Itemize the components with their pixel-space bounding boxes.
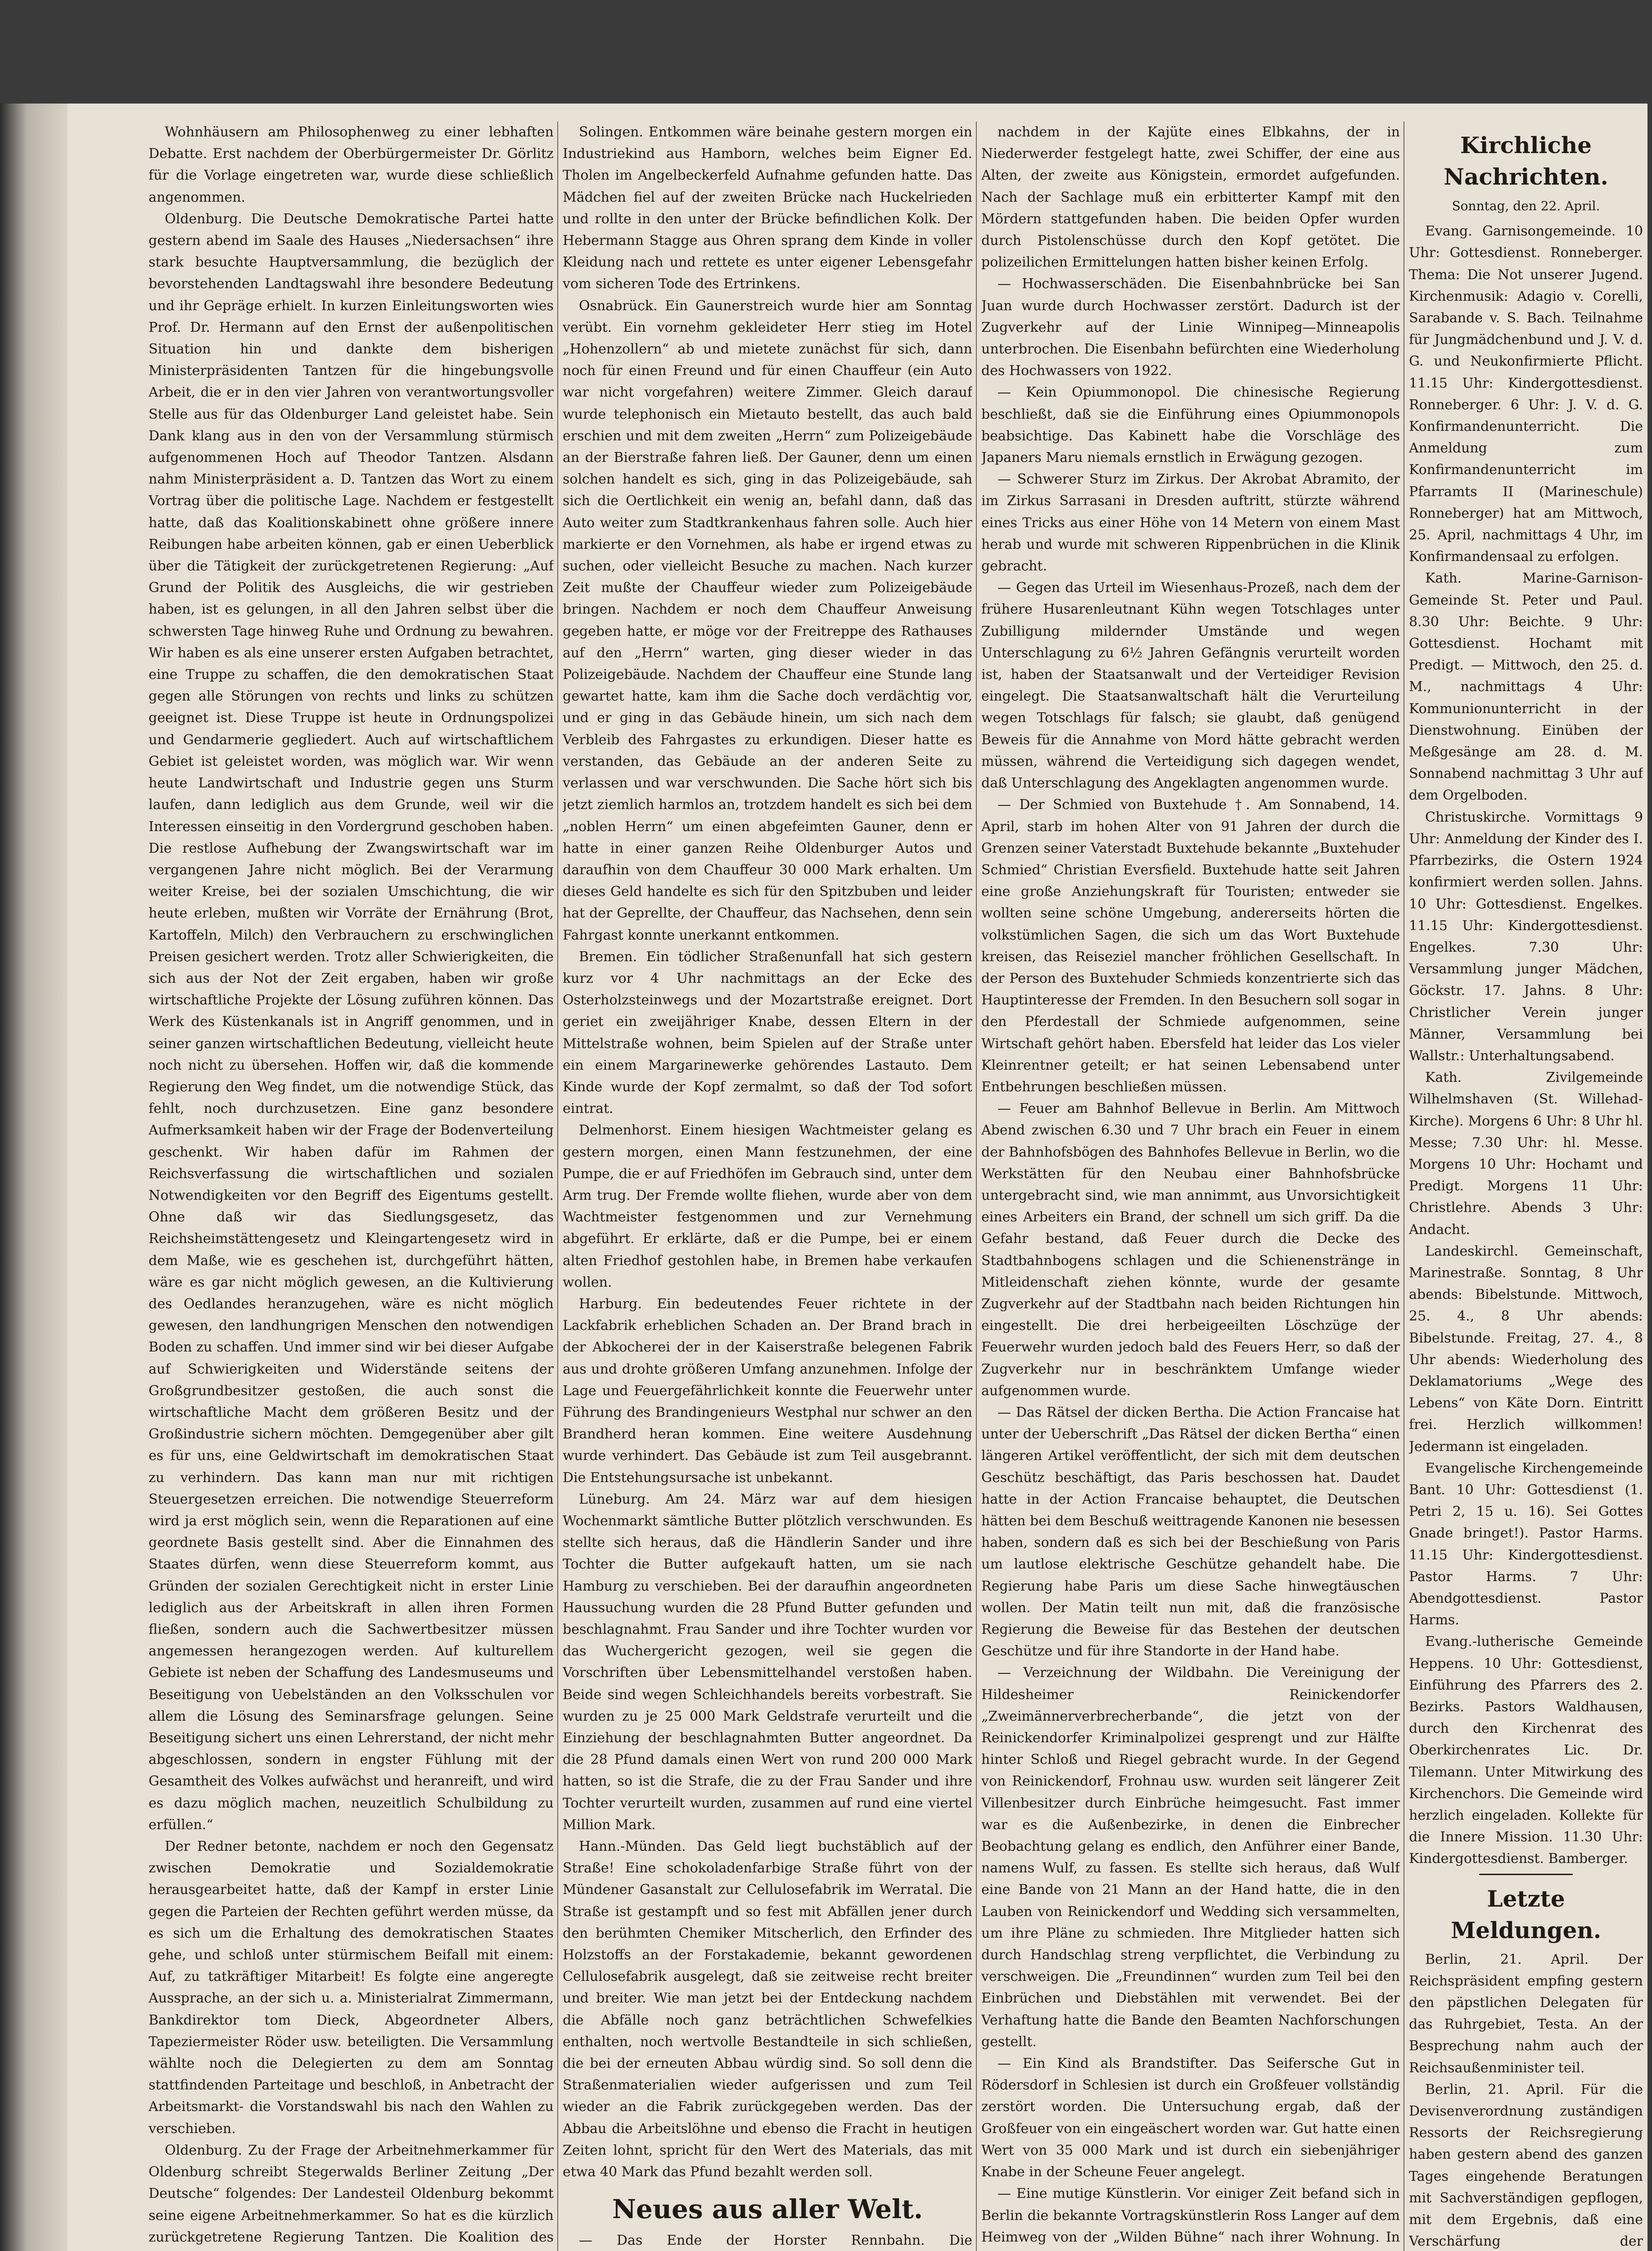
article: Wohnhäusern am Philosophenweg zu einer lebhaften Debatte. Erst nachdem der Oberbürgermeister Dr. Görlitz für die Vorlage eingetreten war, wurde diese schließlich angenommen.	[149, 124, 554, 205]
article: — Verzeichnung der Wildbahn. Die Vereinigung der Hildesheimer Reinickendorfer „Zweimännerverbrecherbande“, die jetzt von der Reinickendorfer Kriminalpolizei gesprengt und zur Hälfte hinter Schloß und Riegel gebracht wurde. In der Gegend von Reinickendorf, Frohnau usw. wurden seit längerer Zeit Villenbesitzer durch Einbrüche heimgesucht. Fast immer war es die Außenbezirke, in denen die Einbrecher Beobachtung gelang es endlich, den Anführer einer Bande, namens Wulf, zu fassen. Es stellte sich heraus, daß Wulf eine Bande von 21 Mann an der Hand hatte, die in den Lauben von Reinickendorf und Wedding sich versammelten, um ihre Pläne zu schmieden. Ihre Mitglieder hatten sich durch Handschlag streng verpflichtet, die Verbindung zu verschweigen. Die „Freundinnen“ wurden zum Teil bei den Einbrüchen und Diebstählen mit verwendet. Bei der Verhaftung hatte die Bande den Beamten Nachforschungen gestellt.	[981, 1665, 1400, 2050]
column-3	[981, 122, 1400, 2251]
date-line: Sonntag, den 22. April.	[1452, 199, 1600, 213]
article: — Das Rätsel der dicken Bertha. Die Action Francaise hat unter der Ueberschrift „Das Rätsel der dicken Bertha“ einen längeren Artikel veröffentlicht, der sich mit dem deutschen Geschütz beschäftigt, das Paris beschossen hat. Daudet hatte in der Action Francaise behauptet, die Deutschen hätten bei dem Beschuß weittragende Kanonen nie besessen haben, sondern daß es sich bei der Beschießung von Paris um lautlose elektrische Geschütze gehandelt habe. Die Regierung habe Paris um diese Sache hinwegtäuschen wollen. Der Matin teilt nun mit, daß die französische Regierung die Beweise für das Bestehen der deutschen Geschütze und für ihre Standorte in der Hand habe.	[981, 1404, 1400, 1659]
article: Hann.-Münden. Das Geld liegt buchstäblich auf der Straße! Eine schokoladenfarbige Straße führt von der Mündener Gasanstalt zur Cellulosefabrik im Werratal. Die Straße ist gestampft und so fest mit Abfällen jener durch den berühmten Chemiker Mitscherlich, den Erfinder des Holzstoffs an der Forstakademie, bekannt gewordenen Cellulosefabrik ausgelegt, daß sie zeitweise recht breiter und breiter. Wie man jetzt bei der Entdeckung nachdem die Abfälle noch ganz beträchtlichen Schwefelkies enthalten, noch wertvolle Bestandteile in sich schließen, die bei der erneuten Abbau würdig sind. So soll denn die Straßenmaterialien wieder aufgerissen und zum Teil wieder an die Fabrik zurückgegeben werden. Das der Abbau die Arbeitslöhne und ebenso die Fracht in heutigen Zeiten lohnt, spricht für den Wert des Materials, das mit etwa 40 Mark das Pfund bezahlt werden soll.	[563, 1839, 972, 2180]
church-notice: Christuskirche. Vormittags 9 Uhr: Anmeldung der Kinder des I. Pfarrbezirks, die Ostern 1924 konfirmiert werden sollen. Jahns. 10 Uhr: Gottesdienst. Engelkes. 11.15 Uhr: Kindergottesdienst. Engelkes. 7.30 Uhr: Versammlung junger Mädchen, Göckstr. 17. Jahns. 8 Uhr: Christlicher Verein junger Männer, Versammlung bei Wallstr.: Unterhaltungsabend.	[1409, 809, 1643, 1064]
news-item: Berlin, 21. April. Der Reichspräsident empfing gestern den päpstlichen Delegaten für das Ruhrgebiet, Testa. An der Besprechung nahm auch der Reichsaußenminister teil.	[1409, 1951, 1643, 2076]
article: Oldenburg. Die Deutsche Demokratische Partei hatte gestern abend im Saale des Hauses „Niedersachsen“ ihre stark besuchte Hauptversammlung, die bezüglich der bevorstehenden Landtagswahl ihre besondere Bedeutung und ihr Gepräge erhielt. In kurzen Einleitungsworten wies Prof. Dr. Hermann auf den Ernst der außenpolitischen Situation hin und dankte dem bisherigen Ministerpräsidenten Tantzen für die hingebungsvolle Arbeit, die er in den vier Jahren von verantwortungsvoller Stelle aus für das Oldenburger Land geleistet habe. Sein Dank klang aus in den von der Versammlung stürmisch aufgenommenen Hoch auf Theodor Tantzen. Alsdann nahm Ministerpräsident a. D. Tantzen das Wort zu einem Vortrag über die politische Lage. Nachdem er festgestellt hatte, daß das Koalitionskabinett ohne größere innere Reibungen habe arbeiten können, gab er einen Ueberblick über die Tätigkeit der zurückgetretenen Regierung: „Auf Grund der Politik des Ausgleichs, die wir gestrieben haben, ist es gelungen, in all den Jahren selbst über die schwersten Tage hinweg Ruhe und Ordnung zu bewahren. Wir haben es als eine unserer ersten Aufgaben betrachtet, eine Truppe zu schaffen, die den demokratischen Staat gegen alle Störungen von rechts und links zu schützen geeignet ist. Diese Truppe ist heute in Ordnungspolizei und Gendarmerie gegliedert. Auch auf wirtschaftlichem Gebiet ist geleistet worden, was möglich war. Wir wenn heute Landwirtschaft und Industrie gegen uns Sturm laufen, dann lediglich aus dem Grunde, weil wir die Interessen einseitig in den Vordergrund geschoben haben. Die restlose Aufhebung der Zwangswirtschaft war im vergangenen Jahre nicht möglich. Bei der Verarmung weiter Kreise, bei der sozialen Umschichtung, die wir heute erleben, mußten wir Vorräte der Ernährung (Brot, Kartoffeln, Milch) den Verbrauchern zu erschwinglichen Preisen gesichert werden. Trotz aller Schwierigkeiten, die sich aus der Not der Zeit ergaben, haben wir große wirtschaftliche Projekte der Lösung zuführen können. Das Werk des Küstenkanals ist in Angriff genommen, und in seiner ganzen wirtschaftlichen Bedeutung, vielleicht heute noch nicht zu übersehen. Hoffen wir, daß die kommende Regierung den Weg findet, um die notwendige Stück, das fehlt, noch durchzusetzen. Eine ganz besondere Aufmerksamkeit haben wir der Frage der Bodenverteilung geschenkt. Wir haben dafür im Rahmen der Reichsverfassung die wirtschaftlichen und sozialen Notwendigkeiten vor den Begriff des Eigentums gestellt. Ohne daß wir das Siedlungsgesetz, das Reichsheimstättengesetz und Kleingartengesetz wird in dem Maße, wie es geschehen ist, durchgeführt hätten, wäre es gar nicht möglich gewesen, an die Kultivierung des Oedlandes heranzugehen, wäre es nicht möglich gewesen, den landhungrigen Menschen den notwendigen Boden zu schaffen. Und immer sind wir bei dieser Aufgabe auf Schwierigkeiten und Widerstände seitens der Großgrundbesitzer gestoßen, die auch sonst die wirtschaftliche Macht dem größeren Besitz und der Großindustrie sichern möchten. Demgegenüber aber gilt es für uns, eine Geldwirtschaft im demokratischen Staat zu verhindern. Das kann man nur mit richtigen Steuergesetzen erreichen. Die notwendige Steuerreform wird ja erst möglich sein, wenn die Reparationen auf eine geordnete Basis gestellt sind. Aber die Einnahmen des Staates dürfen, wenn diese Steuerreform kommt, aus Gründen der sozialen Gerechtigkeit nicht in erster Linie lediglich aus der Arbeitskraft in allen ihren Formen fließen, sondern auch die Sachwertbesitzer müssen angemessen herangezogen werden. Auf kulturellem Gebiete ist neben der Schaffung des Landesmuseums und Beseitigung von Uebelständen an den Volksschulen vor allem die Lösung des Seminarsfrage gelungen. Seine Beseitigung sichert uns einen Lehrerstand, der nicht mehr abgeschlossen, sondern in engster Fühlung mit der Gesamtheit des Volkes aufwächst und heranreift, und wird es dazu möglich machen, neuzeitlich Schulbildung zu erfüllen.“	[149, 211, 554, 1833]
church-notice: Evangelische Kirchengemeinde Bant. 10 Uhr: Gottesdienst (1. Petri 2, 15 u. 16). Sei Gottes Gnade bringet!). Pastor Harms. 11.15 Uhr: Kindergottesdienst. Pastor Harms. 7 Uhr: Abendgottesdienst. Pastor Harms.	[1409, 1460, 1643, 1628]
page-edge	[0, 104, 68, 2251]
article: Lüneburg. Am 24. März war auf dem hiesigen Wochenmarkt sämtliche Butter plötzlich verschwunden. Es stellte sich heraus, daß die Händlerin Sander und ihre Tochter die Butter aufgekauft hatten, um sie nach Hamburg zu verschieben. Bei der daraufhin angeordneten Haussuchung wurden die 28 Pfund Butter gefunden und beschlagnahmt. Frau Sander und ihre Tochter wurden vor das Wuchergericht gezogen, weil sie gegen die Vorschriften über Lebensmittelhandel verstoßen haben. Beide sind wegen Schleichhandels bereits vorbestraft. Sie wurden zu je 25 000 Mark Geldstrafe verurteilt und die Einziehung der beschlagnahmten Butter angeordnet. Da die 28 Pfund damals einen Wert von rund 200 000 Mark hatten, so ist die Strafe, die zu der Frau Sander und ihre Tochter verurteilt wurden, zusammen auf rund eine viertel Million Mark.	[563, 1491, 972, 1833]
article: — Schwerer Sturz im Zirkus. Der Akrobat Abramito, der im Zirkus Sarrasani in Dresden auftritt, stürzte während eines Tricks aus einer Höhe von 14 Metern von einem Mast herab und wurde mit schweren Rippenbrüchen in die Klinik gebracht.	[981, 471, 1400, 574]
section-header: Letzte Meldungen.	[1450, 1885, 1602, 1944]
column-rule	[557, 122, 558, 2251]
article: nachdem in der Kajüte eines Elbkahns, der in Niederwerder festgelegt hatte, zwei Schiffer, der eine aus Alten, der zweite aus Königstein, ermordet aufgefunden. Nach der Sachlage muß ein erbitterter Kampf mit den Mördern stattgefunden haben. Die beiden Opfer wurden durch Pistolenschüsse durch den Kopf getötet. Die polizeilichen Ermittelungen hatten bisher keinen Erfolg.	[981, 124, 1400, 271]
article: — Ein Kind als Brandstifter. Das Seifersche Gut in Rödersdorf in Schlesien ist durch ein Großfeuer vollständig zerstört worden. Die Untersuchung ergab, daß der Großfeuer von ein eingeäschert worden war. Gut hatte einen Wert von 35 000 Mark und ist durch ein siebenjähriger Knabe in der Scheune Feuer angelegt.	[981, 2056, 1400, 2180]
church-notice: Evang.-lutherische Gemeinde Heppens. 10 Uhr: Gottesdienst, Einführung des Pfarrers des 2. Bezirks. Pastors Waldhausen, durch den Kirchenrat des Oberkirchenrates Lic. Dr. Tilemann. Unter Mitwirkung des Kirchenchors. Die Gemeinde wird herzlich eingeladen. Kollekte für die Innere Mission. 11.30 Uhr: Kindergottesdienst. Bamberger.	[1409, 1634, 1643, 1867]
church-notice: Kath. Marine-Garnison-Gemeinde St. Peter und Paul. 8.30 Uhr: Beichte. 9 Uhr: Gottesdienst. Hochamt mit Predigt. — Mittwoch, den 25. d. M., nachmittags 4 Uhr: Kommunionunterricht in der Dienstwohnung. Einüben der Meßgesänge am 28. d. M. Sonnabend nachmittag 3 Uhr auf dem Orgelboden.	[1409, 570, 1643, 804]
newspaper-page	[68, 104, 1647, 2251]
column-rule	[976, 122, 977, 2251]
news-item: Berlin, 21. April. Für die Devisenverordnung zuständigen Ressorts der Reichsregierung haben gestern abend des ganzen Tages eingehende Beratungen mit Sachverständigen gepflogen, mit dem Ergebnis, daß eine Verschärfung der	[1409, 2081, 1643, 2250]
article: — Das Ende der Horster Rennbahn. Die	[579, 2233, 972, 2249]
article: Der Redner betonte, nachdem er noch den Gegensatz zwischen Demokratie und Sozialdemokratie herausgearbeitet hatte, daß der Kampf in erster Linie gegen die Parteien der Rechten geführt werden müsse, da es sich um die Erhaltung des demokratischen Staates gehe, und schloß unter stürmischem Beifall mit einem: Auf, zu tatkräftiger Mitarbeit! Es folgte eine angeregte Aussprache, an der sich u. a. Ministerialrat Zimmermann, Bankdirektor tom Dieck, Abgeordneter Albers, Tapeziermeister Röder usw. beteiligten. Die Versammlung wählte noch die Delegierten zu dem am Sonntag stattfindenden Parteitage und beschloß, in Anbetracht der Arbeitsmarkt- die Vorstandswahl bis nach den Wahlen zu verschieben.	[149, 1839, 554, 2137]
article: Oldenburg. Zu der Frage der Arbeitnehmerkammer für Oldenburg schreibt Stegerwalds Berliner Zeitung „Der Deutsche“ folgendes: Der Landesteil Oldenburg bekommt seine eigene Arbeitnehmerkammer. So hat es die kürzlich zurückgetretene Regierung Tantzen. Die Koalition des	[149, 2142, 554, 2245]
article: Harburg. Ein bedeutendes Feuer richtete in der Lackfabrik erheblichen Schaden an. Der Brand brach in der Abkocherei der in der Kaiserstraße belegenen Fabrik aus und drohte größeren Umfang anzunehmen. Infolge der Lage und Feuergefährlichkeit konnte die Feuerwehr unter Führung des Brandingenieurs Westphal nur schwer an den Brandherd heran kommen. Eine weitere Ausdehnung wurde verhindert. Das Gebäude ist zum Teil ausgebrannt. Die Entstehungsursache ist unbekannt.	[563, 1296, 972, 1486]
article: — Feuer am Bahnhof Bellevue in Berlin. Am Mittwoch Abend zwischen 6.30 und 7 Uhr brach ein Feuer in einem der Bahnhofsbögen des Bahnhofes Bellevue in Berlin, wo die Werkstätten für den Neubau einer Bahnhofsbrücke untergebracht sind, wie man annimmt, aus Unvorsichtigkeit eines Arbeiters ein Brand, der schnell um sich griff. Da die Gefahr bestand, daß Feuer durch die Decke des Stadtbahnbogens schlagen und die Schienenstränge in Mitleidenschaft ziehen könnte, wurde der gesamte Zugverkehr auf der Stadtbahn nach beiden Richtungen hin eingestellt. Die drei herbeigeeilten Löschzüge der Feuerwehr wurden jedoch bald des Feuers Herr, so daß der Zugverkehr nur in beschränktem Umfange wieder aufgenommen wurde.	[981, 1101, 1400, 1399]
article: Osnabrück. Ein Gaunerstreich wurde hier am Sonntag verübt. Ein vornehm gekleideter Herr stieg im Hotel „Hohenzollern“ ab und mietete zunächst für sich, dann noch für einen Freund und für einen Chauffeur (ein Auto war nicht vorgefahren) weitere Zimmer. Gleich darauf wurde telephonisch ein Mietauto bestellt, das auch bald erschien und mit dem zweiten „Herrn“ zum Polizeigebäude an der Bierstraße fahren ließ. Der Gauner, denn um einen solchen handelt es sich, ging in das Polizeigebäude, sah sich die Oertlichkeit ein wenig an, befahl dann, daß das Auto weiter zum Stadtkrankenhaus fahren solle. Auch hier markierte er den Vornehmen, als habe er irgend etwas zu suchen, oder vielleicht Besuche zu machen. Nach kurzer Zeit mußte der Chauffeur wieder zum Polizeigebäude bringen. Nachdem er noch dem Chauffeur Anweisung gegeben hatte, er möge vor der Freitreppe des Rathauses auf den „Herrn“ warten, ging dieser wieder in das Polizeigebäude. Nachdem der Chauffeur eine Stunde lang gewartet hatte, kam ihm die Sache doch verdächtig vor, und er ging in das Gebäude hinein, um sich nach dem Verbleib des Fahrgastes zu erkundigen. Dieser hatte es verstanden, das Gebäude an der anderen Seite zu verlassen und war verschwunden. Die Sache hört sich bis jetzt ziemlich harmlos an, trotzdem handelt es sich bei dem „noblen Herrn“ um einen abgefeimten Gauner, denn er hatte in einer ganzen Reihe Oldenburger Autos und daraufhin von dem Chauffeur 30 000 Mark erhalten. Um dieses Geld handelte es sich für den Spitzbuben und leider hat der Geprellte, der Chauffeur, das Nachsehen, denn sein Fahrgast konnte unerkannt entkommen.	[563, 298, 972, 943]
church-notice: Kath. Zivilgemeinde Wilhelmshaven (St. Willehad-Kirche). Morgens 6 Uhr: 8 Uhr hl. Messe; 7.30 Uhr: hl. Messe. Morgens 10 Uhr: Hochamt und Predigt. Morgens 11 Uhr: Christlehre. Abends 3 Uhr: Andacht.	[1409, 1070, 1643, 1238]
church-notice: Landeskirchl. Gemeinschaft, Marinestraße. Sonntag, 8 Uhr abends: Bibelstunde. Mittwoch, 25. 4., 8 Uhr abends: Bibelstunde. Freitag, 27. 4., 8 Uhr abends: Wiederholung des Deklamatoriums „Wege des Lebens“ von Käte Dorn. Eintritt frei. Herzlich willkommen! Jedermann ist eingeladen.	[1409, 1243, 1643, 1455]
article: — Hochwasserschäden. Die Eisenbahnbrücke bei San Juan wurde durch Hochwasser zerstört. Dadurch ist der Zugverkehr auf der Linie Winnipeg—Minneapolis unterbrochen. Die Eisenbahn befürchten eine Wiederholung des Hochwassers von 1922.	[981, 276, 1400, 379]
article: — Der Schmied von Buxtehude †. Am Sonnabend, 14. April, starb im hohen Alter von 91 Jahren der durch die Grenzen seiner Vaterstadt Buxtehude bekannte „Buxtehuder Schmied“ Christian Eversfield. Buxtehude hatte seit Jahren eine große Anziehungskraft für Touristen; entweder sie wollten seine schöne Umgebung, andererseits hörten die volkstümlichen Sagen, die sich um das Wort Buxtehude kreisen, das Reiseziel mancher fröhlichen Gesellschaft. In der Person des Buxtehuder Schmieds konzentrierte sich das Hauptinteresse der Fremden. In den Besuchern soll sogar in den Pferdestall der Schmiede aufgenommen, seine Wirtschaft gehört haben. Ebersfeld hat leider das Los vieler Kleinrentner geteilt; er hat seinen Lebensabend unter Entbehrungen beschließen müssen.	[981, 797, 1400, 1095]
section-header: Neues aus aller Welt.	[612, 2194, 923, 2225]
divider	[1479, 1874, 1573, 1875]
church-notice: Evang. Garnisongemeinde. 10 Uhr: Gottesdienst. Ronneberger. Thema: Die Not unserer Jugend. Kirchenmusik: Adagio v. Corelli, Sarabande v. S. Bach. Teilnahme für Jungmädchenbund und J. V. d. G. und Neukonfirmierte Pflicht. 11.15 Uhr: Kindergottesdienst. Ronneberger. 6 Uhr: J. V. d. G. Konfirmandenunterricht. Die Anmeldung zum Konfirmandenunterricht im Pfarramts II (Marineschule) Ronneberger) hat am Mittwoch, 25. April, nachmittags 4 Uhr, im Konfirmandensaal zu erfolgen.	[1409, 223, 1643, 565]
column-2	[563, 122, 972, 2251]
column-1	[149, 122, 554, 2251]
article: — Gegen das Urteil im Wiesenhaus-Prozeß, nach dem der frühere Husarenleutnant Kühn wegen Totschlages unter Zubilligung mildernder Umstände und wegen Unterschlagung zu 6½ Jahren Gefängnis verurteilt worden ist, haben der Staatsanwalt und der Verteidiger Revision eingelegt. Die Staatsanwaltschaft hält die Verurteilung wegen Totschlags für falsch; sie glaubt, daß genügend Beweis für die Annahme von Mord hätte gebracht werden müssen, während die Verteidigung sich dagegen wendet, daß Unterschlagung des Angeklagten angenommen wurde.	[981, 580, 1400, 791]
article: Bremen. Ein tödlicher Straßenunfall hat sich gestern kurz vor 4 Uhr nachmittags an der Ecke des Osterholzsteinwegs und der Mozartstraße ereignet. Dort geriet ein zweijähriger Knabe, dessen Eltern in der Mittelstraße wohnen, beim Spielen auf der Straße unter ein einem Margarinewerke gehörendes Lastauto. Dem Kinde wurde der Kopf zermalmt, so daß der Tod sofort eintrat.	[563, 949, 972, 1117]
article: — Kein Opiummonopol. Die chinesische Regierung beschließt, daß sie die Einführung eines Opiummonopols beabsichtige. Das Kabinett habe die Vorschläge des Japaners Maru niemals ernstlich in Erwägung gezogen.	[981, 384, 1400, 466]
section-header: Kirchliche Nachrichten.	[1444, 132, 1608, 190]
article: Delmenhorst. Einem hiesigen Wachtmeister gelang es gestern morgen, einen Mann festzunehmen, der eine Pumpe, die er auf Friedhöfen im Gebrauch sind, unter dem Arm trug. Der Fremde wollte fliehen, wurde aber von dem Wachtmeister festgenommen und zur Vernehmung abgeführt. Er erklärte, daß er die Pumpe, bei er einem alten Friedhof gestohlen habe, in Bremen habe verkaufen wollen.	[563, 1122, 972, 1290]
column-4	[1409, 122, 1643, 2251]
article: Solingen. Entkommen wäre beinahe gestern morgen ein Industriekind aus Hamborn, welches beim Eigner Ed. Tholen im Angelbeckerfeld Aufnahme gefunden hatte. Das Mädchen fiel auf der zweiten Brücke nach Huckelrieden und rollte in den unter der Brücke befindlichen Kolk. Der Hebermann Stagge aus Ohren sprang dem Kinde in voller Kleidung nach und rettete es unter eigener Lebensgefahr vom sicheren Tode des Ertrinkens.	[563, 124, 972, 292]
article: — Eine mutige Künstlerin. Vor einiger Zeit befand sich in Berlin die bekannte Vortragskünstlerin Ross Langer auf dem Heimweg von der „Wilden Bühne“ nach ihrer Wohnung. In	[981, 2186, 1400, 2245]
